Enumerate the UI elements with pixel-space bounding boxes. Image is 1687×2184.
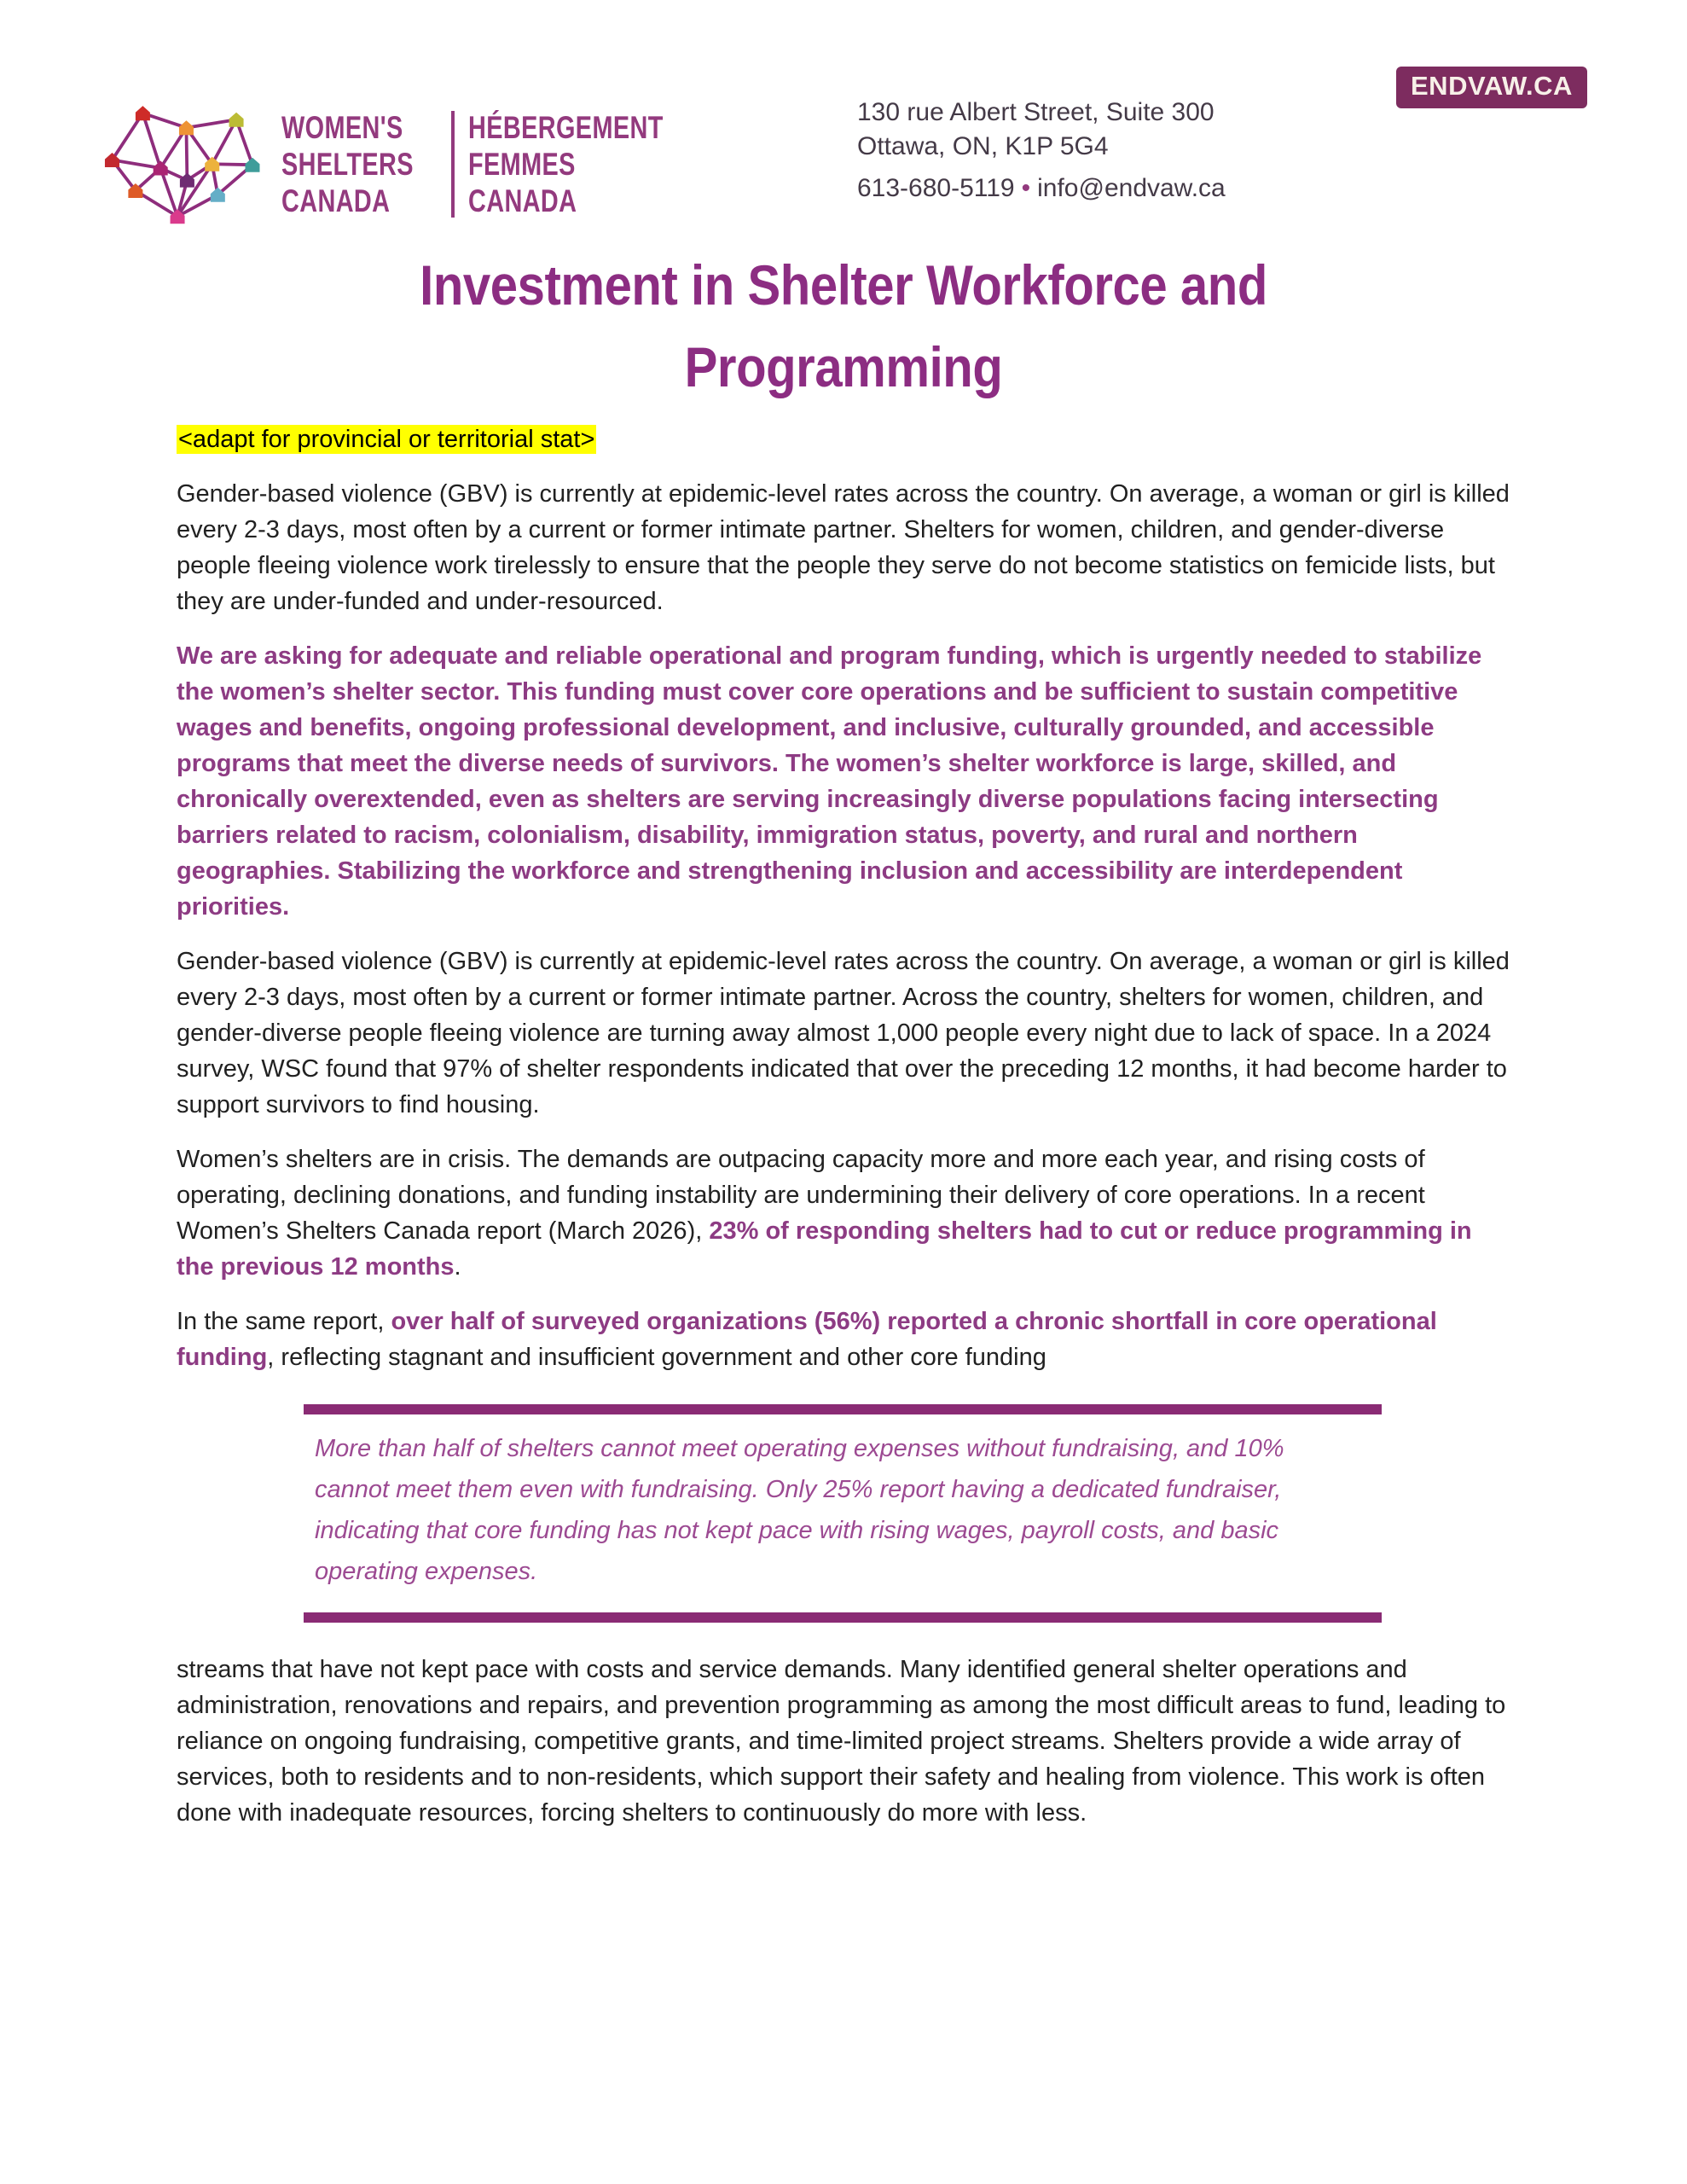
paragraph-shelters-crisis: Women’s shelters are in crisis. The demands are outpacing capacity more and more each year, and rising costs of operating, declining donations, and funding instability are undermining their delivery of core operations. In a recent Women’s Shelters Canada report (March 2026), 23% of responding shelters had to cut or reduce programming in the previous 12 months. (177, 1146, 1472, 1281)
wordmark-line: CANADA (281, 183, 391, 218)
paragraph-turnaways: Gender-based violence (GBV) is currently at epidemic-level rates across the country. On average, a woman or girl is killed every 2-3 days, most often by a current or former intimate partner. Across the country, shelters for women, children, and gender-diverse people fleeing violence are turning away almost 1,000 people every night due to lack of space. In a 2024 survey, WSC found that 97% of shelter respondents indicated that over the preceding 12 months, it had become harder to support survivors to find housing. (177, 948, 1510, 1118)
paragraph-core-shortfall: In the same report, over half of surveyed organizations (56%) reported a chronic shortfall in core operational funding, reflecting stagnant and insufficient government and other core funding (177, 1308, 1437, 1371)
separator-dot: • (1021, 174, 1031, 202)
pull-quote-text: More than half of shelters cannot meet operating expenses without fundraising, and 10% cannot meet them even with fundraising. Only 25% report having a dedicated fundraiser, indicating that core funding has not kept pace with rising wages, payroll costs, and basic operating expenses. (315, 1435, 1284, 1585)
paragraph-funding-ask: We are asking for adequate and reliable operational and program funding, which is urgently needed to stabilize the women’s shelter sector. This funding must cover core operations and be sufficient to sustain competitive wages and benefits, ongoing professional development, and inclusive, culturally grounded, and accessible programs that meet the diverse needs of survivors. The women’s shelter workforce is large, skilled, and chronically overextended, even as shelters are serving increasingly diverse populations facing intersecting barriers related to racism, colonialism, disability, immigration status, poverty, and rural and northern geographies. Stabilizing the workforce and strengthening inclusion and accessibility are interdependent priorities. (177, 642, 1482, 921)
logo-wordmark (281, 109, 718, 219)
highlighted-placeholder-text: <adapt for provincial or territorial stat> (178, 426, 595, 453)
wordmark-line: FEMMES (467, 147, 576, 182)
paragraph-gbv-epidemic: Gender-based violence (GBV) is currently at epidemic-level rates across the country. On average, a woman or girl is killed every 2-3 days, most often by a current or former intimate partner. Shelters for women, children, and gender-diverse people fleeing violence work tirelessly to ensure that the people they serve do not become statistics on femicide lists, but they are under-funded and under-resourced. (177, 480, 1510, 615)
endvaw-badge: ENDVAW.CA (1396, 67, 1587, 108)
address-line-city: Ottawa, ON, K1P 5G4 (857, 132, 1109, 160)
address-line-street: 130 rue Albert Street, Suite 300 (857, 98, 1215, 126)
page-title (177, 244, 1510, 408)
email-address: info@endvaw.ca (1037, 174, 1226, 202)
wordmark-line: SHELTERS (281, 147, 414, 182)
wordmark-line: CANADA (467, 183, 577, 218)
wordmark-divider (451, 111, 455, 218)
wordmark-english (281, 109, 451, 219)
title-line-2: Programming (684, 335, 1003, 398)
wordmark-line: HÉBERGEMENT (467, 110, 664, 145)
wordmark-french (468, 109, 718, 219)
adaptation-note (177, 421, 1510, 457)
paragraph-closing: streams that have not kept pace with costs and service demands. Many identified general shelter operations and administration, renovations and repairs, and prevention programming as among the most difficult areas to fund, leading to reliance on ongoing fundraising, competitive grants, and time-limited project streams. Shelters provide a wide array of services, both to residents and to non-residents, which support their safety and healing from violence. This work is often done with inadequate resources, forcing shelters to continuously do more with less. (177, 1656, 1506, 1827)
wordmark-line: WOMEN'S (281, 110, 403, 145)
address-block (857, 96, 1226, 206)
document-content (177, 244, 1510, 1831)
title-line-1: Investment in Shelter Workforce and (420, 253, 1267, 317)
address-line-contact (857, 171, 1226, 206)
pull-quote-callout (304, 1404, 1382, 1623)
phone-number: 613-680-5119 (857, 174, 1015, 202)
wsc-network-heart-logo-icon (88, 94, 269, 227)
